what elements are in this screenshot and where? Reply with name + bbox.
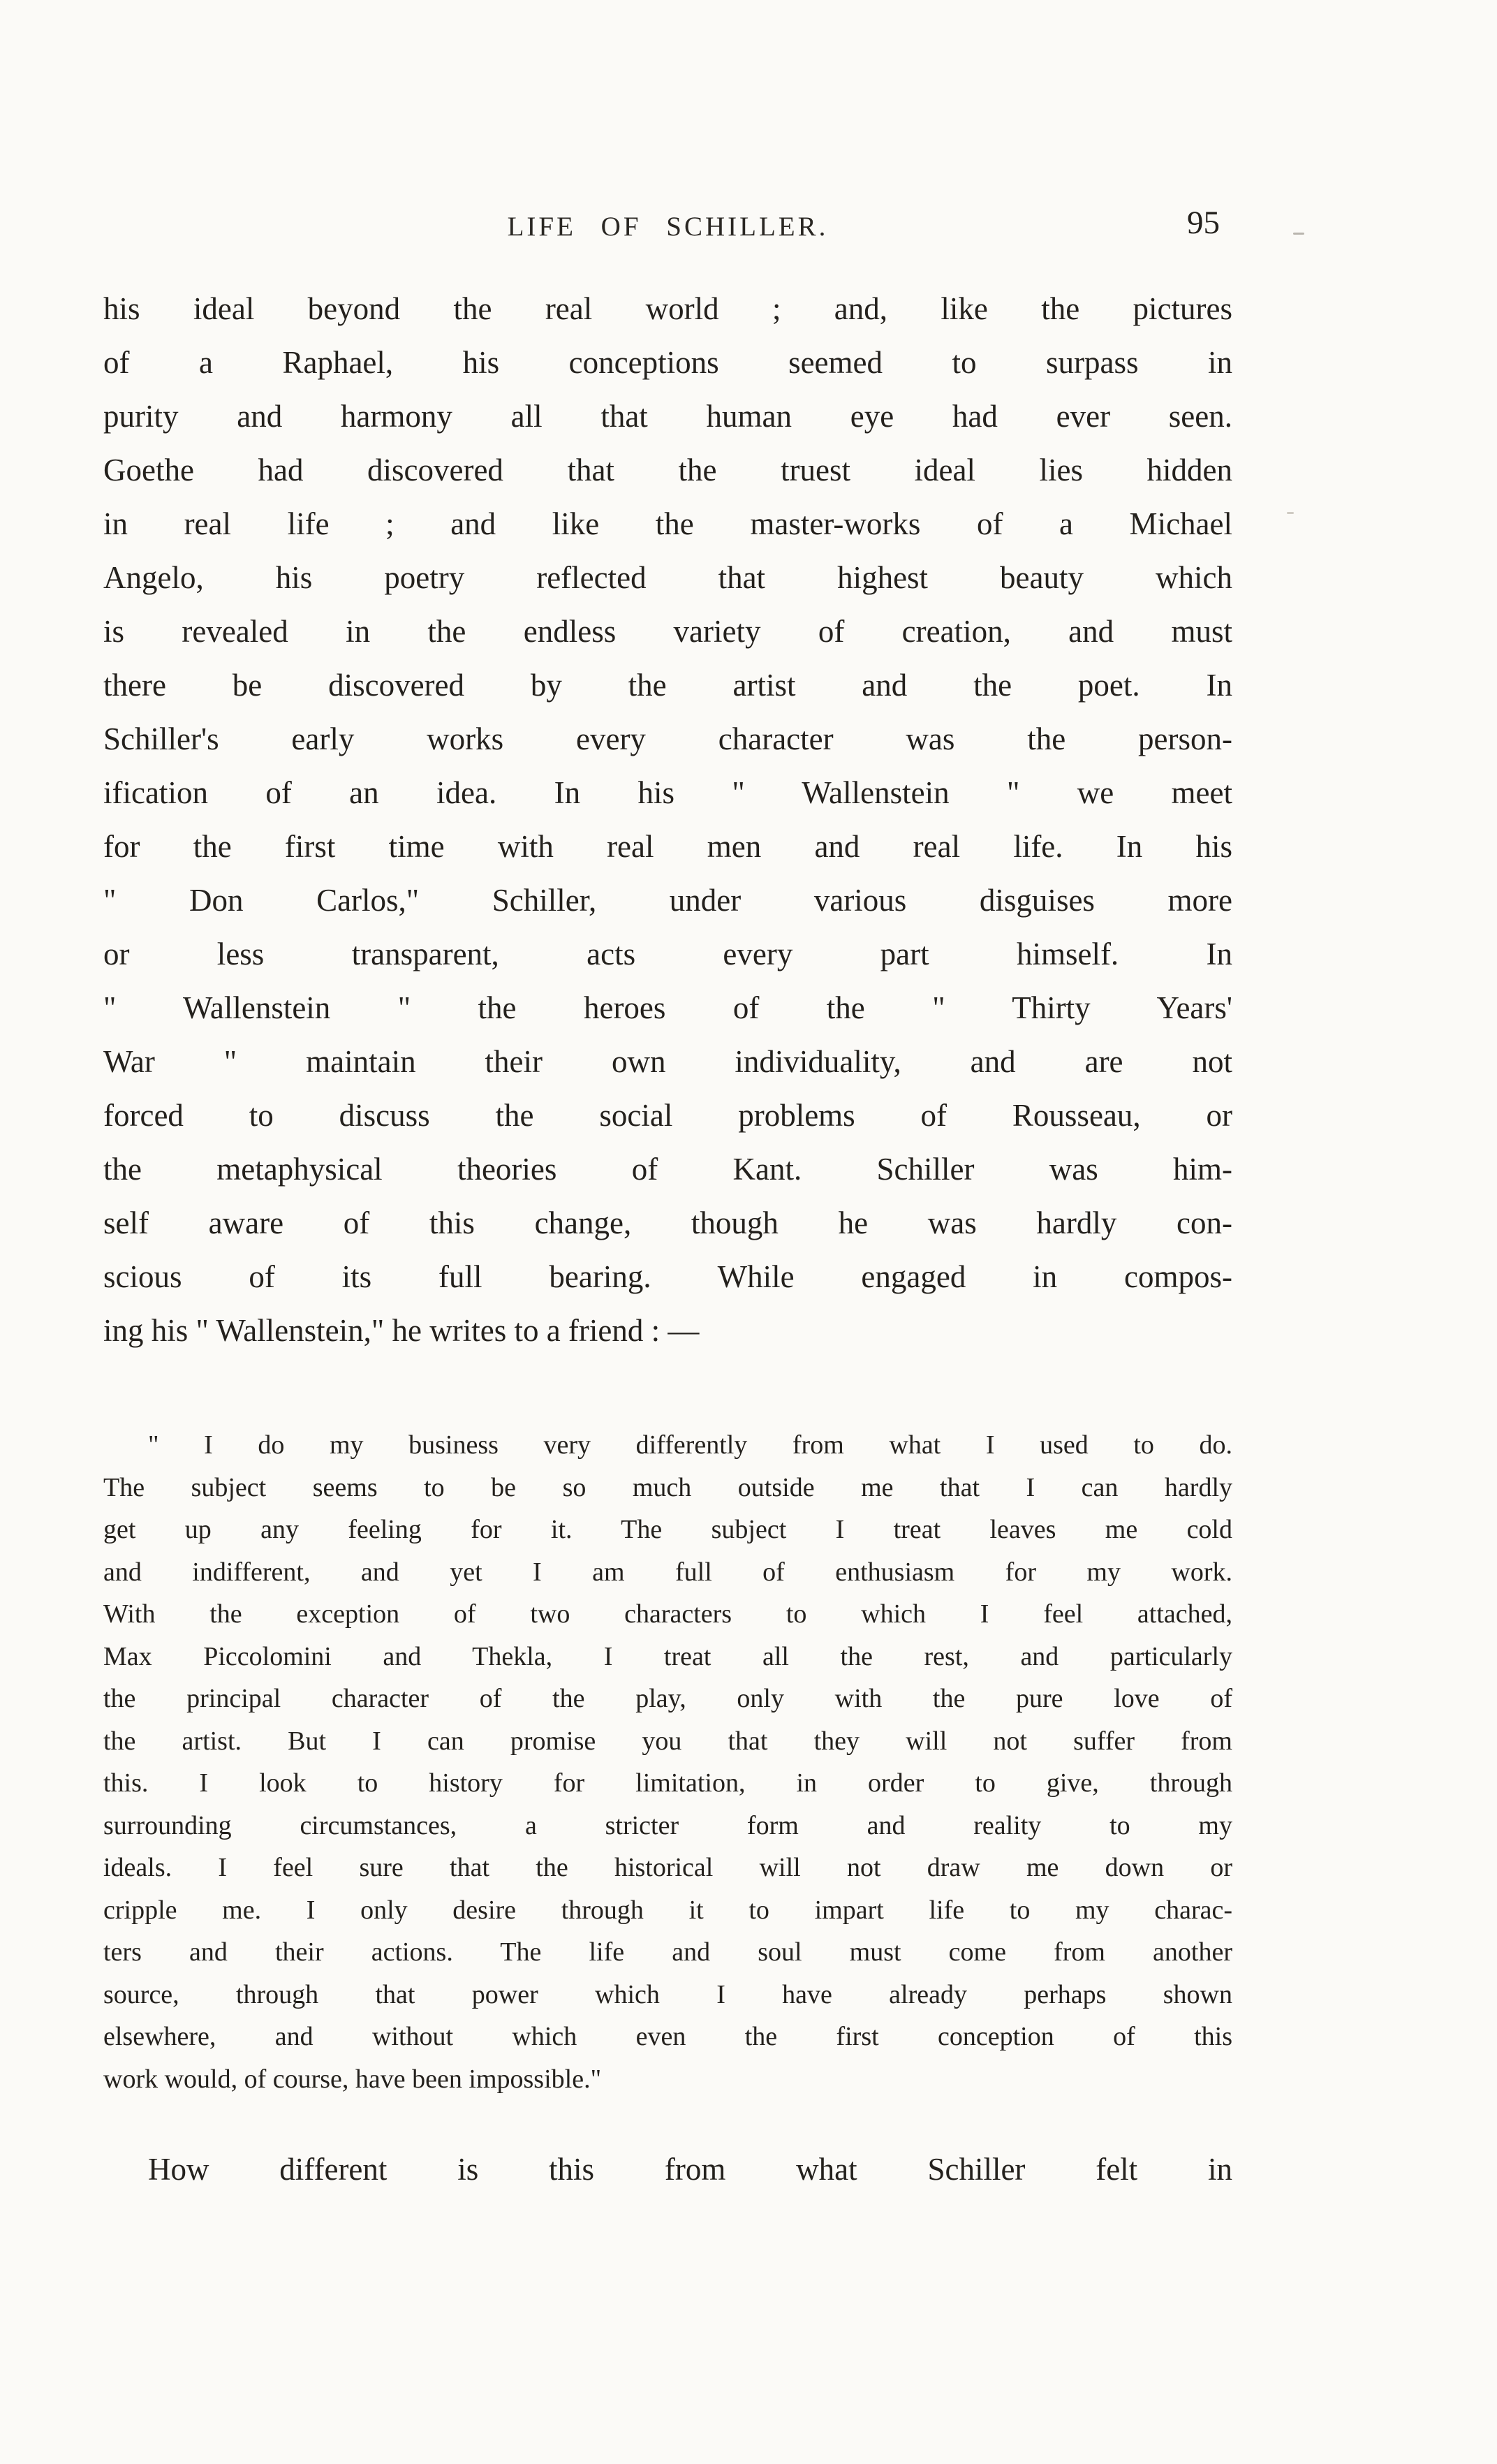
- text-line: Angelo, his poetry reflected that highest beauty which: [103, 560, 1232, 595]
- running-title: LIFE OF SCHILLER.: [507, 212, 829, 242]
- closing-paragraph: How different is this from what Schiller felt in: [148, 2152, 1232, 2187]
- page-number: 95: [1187, 205, 1220, 241]
- text-line: War " maintain their own individuality, and are not: [103, 1044, 1232, 1079]
- text-line: " I do my business very differently from what I used to do.: [148, 1430, 1232, 1460]
- text-line: the artist. But I can promise you that they will not suffer from: [103, 1726, 1232, 1756]
- text-line: for the first time with real men and real life. In his: [103, 829, 1232, 864]
- text-line: elsewhere, and without which even the first conception of this: [103, 2022, 1232, 2051]
- text-line: the metaphysical theories of Kant. Schiller was him-: [103, 1152, 1232, 1187]
- text-line: work would, of course, have been impossible.": [103, 2064, 602, 2094]
- page-content: [103, 0, 1232, 2197]
- text-line: Goethe had discovered that the truest ideal lies hidden: [103, 453, 1232, 487]
- text-line: surrounding circumstances, a stricter form and reality to my: [103, 1810, 1232, 1840]
- text-line: ideals. I feel sure that the historical will not draw me down or: [103, 1853, 1232, 1882]
- text-line: Max Piccolomini and Thekla, I treat all the rest, and particularly: [103, 1641, 1232, 1671]
- scan-speck: [1287, 512, 1294, 514]
- text-line: " Don Carlos," Schiller, under various disguises more: [103, 883, 1232, 918]
- text-line: ing his " Wallenstein," he writes to a friend : —: [103, 1313, 700, 1348]
- text-line: in real life ; and like the master-works of a Michael: [103, 506, 1232, 541]
- text-line: this. I look to history for limitation, in order to give, through: [103, 1768, 1232, 1798]
- text-line: Schiller's early works every character was the person-: [103, 721, 1232, 756]
- text-line: With the exception of two characters to which I feel attached,: [103, 1599, 1232, 1629]
- text-line: ification of an idea. In his " Wallenstein " we meet: [103, 775, 1232, 810]
- text-line: the principal character of the play, only with the pure love of: [103, 1684, 1232, 1713]
- text-line: self aware of this change, though he was hardly con-: [103, 1205, 1232, 1240]
- text-line: or less transparent, acts every part himself. In: [103, 937, 1232, 971]
- text-line: scious of its full bearing. While engaged in compos-: [103, 1259, 1232, 1294]
- text-line: The subject seems to be so much outside me that I can hardly: [103, 1472, 1232, 1502]
- quoted-letter: [103, 1424, 1232, 2100]
- body-paragraph: [103, 282, 1232, 1358]
- text-line: ters and their actions. The life and soul must come from another: [103, 1937, 1232, 1967]
- text-line: of a Raphael, his conceptions seemed to surpass in: [103, 345, 1232, 380]
- text-line: " Wallenstein " the heroes of the " Thirty Years': [103, 990, 1232, 1025]
- text-line: is revealed in the endless variety of creation, and must: [103, 614, 1232, 649]
- text-line: cripple me. I only desire through it to impart life to my charac-: [103, 1895, 1232, 1925]
- text-line: and indifferent, and yet I am full of enthusiasm for my work.: [103, 1557, 1232, 1587]
- page-header: [103, 204, 1232, 247]
- scan-speck: [1293, 233, 1304, 235]
- text-line: get up any feeling for it. The subject I treat leaves me cold: [103, 1515, 1232, 1544]
- text-line: there be discovered by the artist and the poet. In: [103, 668, 1232, 703]
- text-line: forced to discuss the social problems of Rousseau, or: [103, 1098, 1232, 1133]
- text-line: purity and harmony all that human eye had ever seen.: [103, 399, 1232, 434]
- text-line: source, through that power which I have already perhaps shown: [103, 1979, 1232, 2009]
- text-line: his ideal beyond the real world ; and, like the pictures: [103, 291, 1232, 326]
